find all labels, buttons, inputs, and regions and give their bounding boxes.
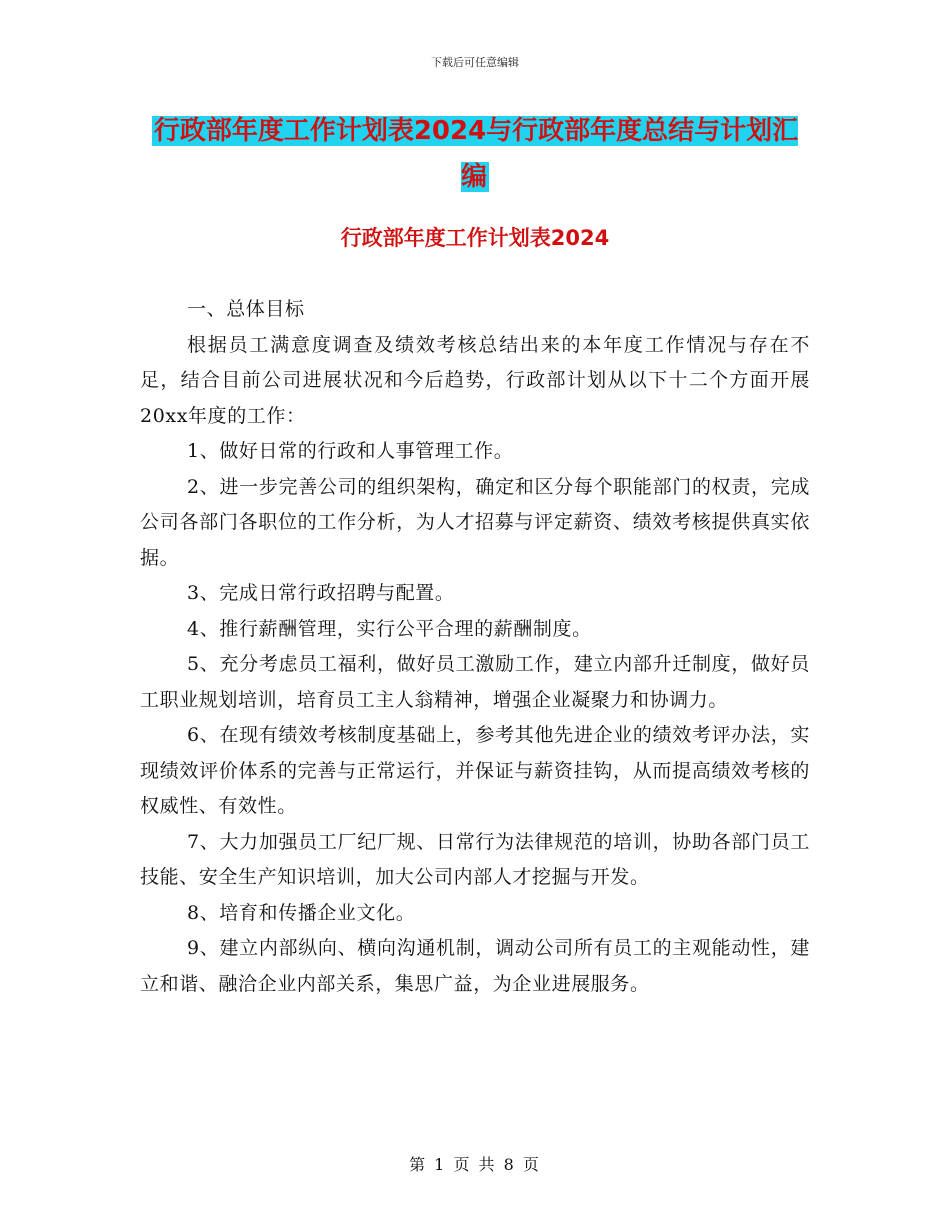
paragraph: 7、大力加强员工厂纪厂规、日常行为法律规范的培训，协助各部门员工技能、安全生产知识培训，加大公司内部人才挖掘与开发。 [140, 830, 810, 888]
header-note: 下载后可任意编辑 [431, 56, 519, 69]
paragraph: 8、培育和传播企业文化。 [187, 901, 416, 924]
paragraph: 一、总体目标 [187, 298, 305, 320]
paragraph: 5、充分考虑员工福利，做好员工激励工作，建立内部升迁制度，做好员工职业规划培训，培育员工主人翁精神，增强企业凝聚力和协调力。 [140, 653, 810, 711]
section-title: 行政部年度工作计划表2024 [340, 226, 610, 250]
paragraph: 根据员工满意度调查及绩效考核总结出来的本年度工作情况与存在不足，结合目前公司进展状况和今后趋势，行政部计划从以下十二个方面开展20xx年度的工作： [140, 333, 810, 427]
paragraph: 6、在现有绩效考核制度基础上，参考其他先进企业的绩效考评办法，实现绩效评价体系的完善与正常运行，并保证与薪资挂钩，从而提高绩效考核的权威性、有效性。 [140, 724, 810, 817]
paragraph: 3、完成日常行政招聘与配置。 [187, 582, 455, 604]
document-title [140, 108, 810, 200]
paragraph: 9、建立内部纵向、横向沟通机制，调动公司所有员工的主观能动性，建立和谐、融洽企业内部关系，集思广益，为企业进展服务。 [140, 937, 810, 995]
document-body [140, 292, 810, 1002]
document-title-text: 行政部年度工作计划表2024与行政部年度总结与计划汇编 [153, 116, 799, 192]
page-footer: 第 1 页 共 8 页 [409, 1155, 541, 1174]
paragraph: 2、进一步完善公司的组织架构，确定和区分每个职能部门的权责，完成公司各部门各职位的工作分析，为人才招募与评定薪资、绩效考核提供真实依据。 [140, 475, 810, 569]
paragraph: 1、做好日常的行政和人事管理工作。 [187, 440, 514, 462]
paragraph: 4、推行薪酬管理，实行公平合理的薪酬制度。 [187, 617, 592, 640]
